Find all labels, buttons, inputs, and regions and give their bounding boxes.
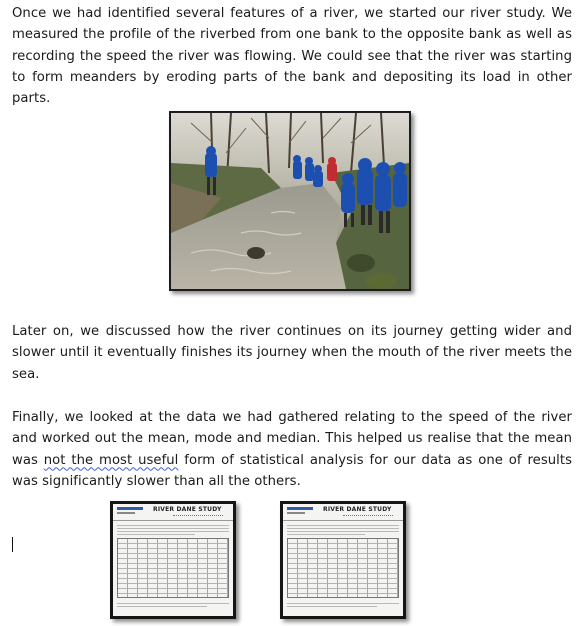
worksheet-image-2: [280, 501, 406, 619]
paragraph-river-study: Once we had identified several features of a river, we started our river study. We measured the profile of the riverbed from one bank to the opposite bank as well as recording the speed the river was flowing. We could see that the river was starting to form meanders by eroding parts of the bank and depositing its load in other parts.: [12, 6, 572, 107]
paragraph-river-journey: Later on, we discussed how the river continues on its journey getting wider and slower until it eventually finishes its journey when the mouth of the river meets the sea.: [12, 324, 572, 382]
paragraph-data-analysis: [12, 407, 572, 492]
school-logo-icon: [287, 507, 315, 517]
school-logo-icon: [117, 507, 145, 517]
worksheet-title: RIVER DANE STUDY: [153, 506, 222, 513]
worksheet-image-1: [110, 501, 236, 619]
spellcheck-flagged-phrase[interactable]: not the most useful: [43, 452, 179, 468]
river-study-photo: [169, 111, 411, 291]
worksheet-table: [287, 538, 399, 598]
worksheet-title: RIVER DANE STUDY: [323, 506, 392, 513]
text-cursor: [12, 537, 13, 552]
paragraph-data-analysis-start: Finally, we looked at the data we had gathered relating to the speed of the river and worked out the mean, mode and median. This helped us realise that the mean was: [12, 410, 572, 468]
worksheet-table: [117, 538, 229, 598]
paragraph-data-analysis-end: form of statistical analysis for our data as one of results was significantly slower than all the others.: [12, 452, 572, 489]
